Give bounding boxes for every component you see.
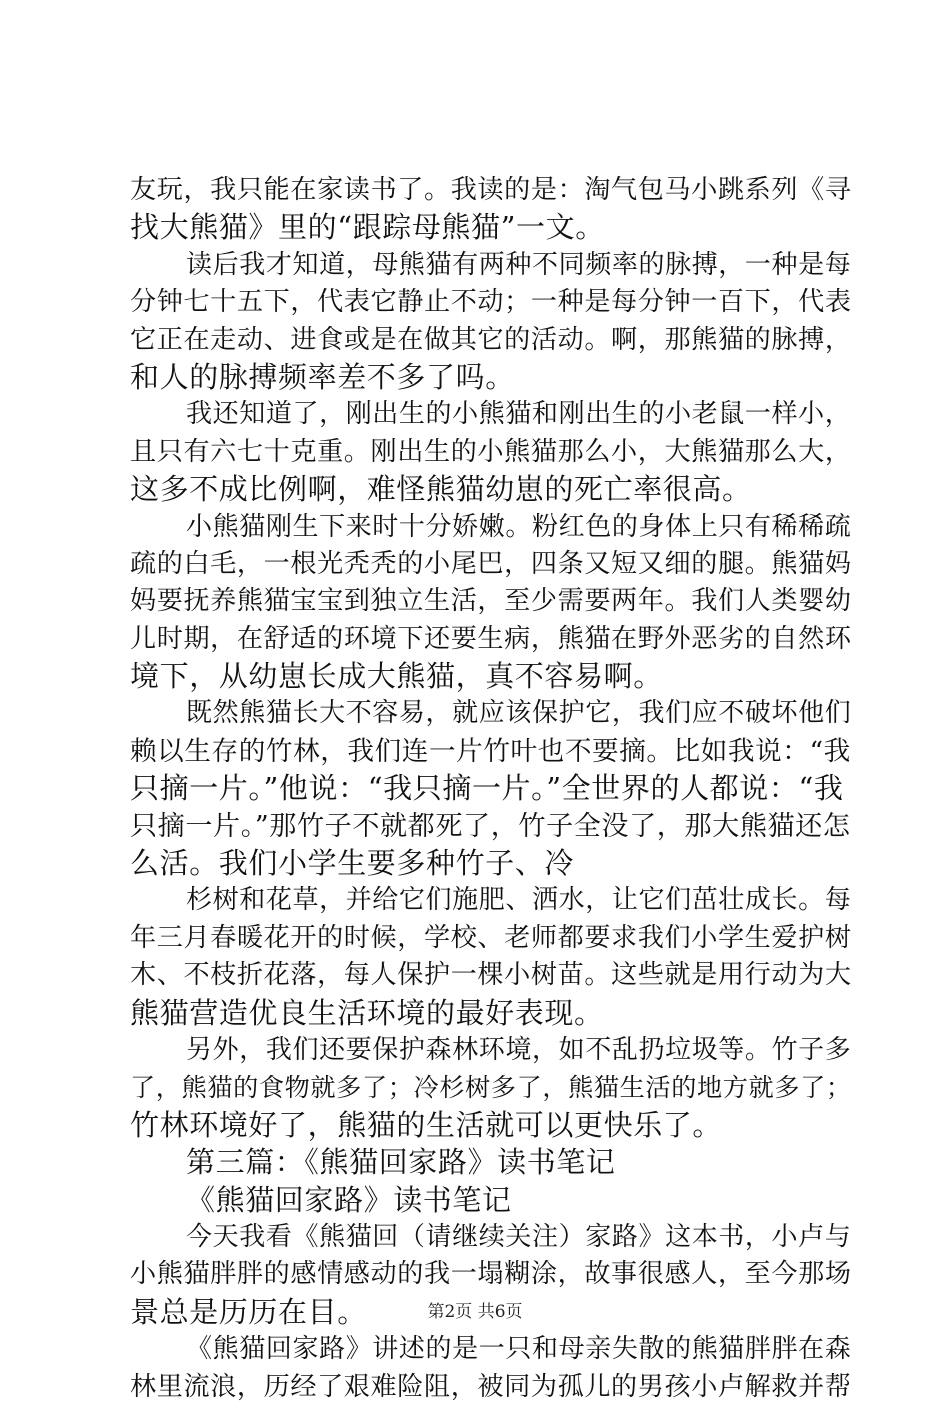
page-footer: 第2页 共6页 <box>427 1302 523 1322</box>
text-line: 友玩，我只能在家读书了。我读的是：淘气包马小跳系列《寻 <box>130 175 852 205</box>
text-line: 《熊猫回家路》讲述的是一只和母亲失散的熊猫胖胖在森 <box>186 1334 852 1365</box>
text-line: 么活。我们小学生要多种竹子、冷 <box>130 846 575 881</box>
text-line: 妈要抚养熊猫宝宝到独立生活，至少需要两年。我们人类婴幼 <box>130 586 852 617</box>
body-text <box>130 172 850 1406</box>
text-line: 赖以生存的竹林，我们连一片竹叶也不要摘。比如我说：“我 <box>130 735 851 767</box>
text-line: 只摘一片。”他说：“我只摘一片。”全世界的人都说：“我 <box>130 771 844 806</box>
text-line: 杉树和花草，并给它们施肥、洒水，让它们茁壮成长。每 <box>186 885 852 916</box>
text-line: 儿时期，在舒适的环境下还要生病，熊猫在野外恶劣的自然环 <box>130 623 852 654</box>
text-line: 分钟七十五下，代表它静止不动；一种是每分钟一百下，代表 <box>130 287 852 318</box>
text-line: 小熊猫刚生下来时十分娇嫩。粉红色的身体上只有稀稀疏 <box>186 511 852 542</box>
text-line: 景总是历历在目。 <box>130 1294 367 1329</box>
text-line: 竹林环境好了，熊猫的生活就可以更快乐了。 <box>130 1107 723 1142</box>
text-line: 《熊猫回家路》读书笔记 <box>186 1182 512 1217</box>
text-line: 今天我看《熊猫回（请继续关注）家路》这本书，小卢与 <box>186 1221 852 1252</box>
text-line: 我还知道了，刚出生的小熊猫和刚出生的小老鼠一样小， <box>186 399 852 430</box>
text-line: 第三篇：《熊猫回家路》读书笔记 <box>186 1145 616 1180</box>
text-line: 且只有六七十克重。刚出生的小熊猫那么小，大熊猫那么大， <box>130 436 852 467</box>
text-line: 熊猫营造优良生活环境的最好表现。 <box>130 995 604 1030</box>
text-line: 这多不成比例啊，难怪熊猫幼崽的死亡率很高。 <box>130 472 752 507</box>
text-line: 年三月春暖花开的时候，学校、老师都要求我们小学生爱护树 <box>130 922 852 953</box>
text-line: 疏的白毛，一根光秃秃的小尾巴，四条又短又细的腿。熊猫妈 <box>130 548 852 579</box>
text-line: 了，熊猫的食物就多了；冷杉树多了，熊猫生活的地方就多了； <box>130 1073 852 1103</box>
text-line: 小熊猫胖胖的感情感动的我一塌糊涂，故事很感人，至今那场 <box>130 1259 852 1290</box>
text-line: 林里流浪，历经了艰难险阻，被同为孤儿的男孩小卢解救并帮 <box>130 1371 852 1402</box>
text-line: 只摘一片。”那竹子不就都死了，竹子全没了，那大熊猫还怎 <box>130 810 851 842</box>
text-line: 既然熊猫长大不容易，就应该保护它，我们应不破坏他们 <box>186 698 852 729</box>
text-line: 读后我才知道，母熊猫有两种不同频率的脉搏，一种是每 <box>186 249 852 280</box>
text-line: 和人的脉搏频率差不多了吗。 <box>130 359 515 394</box>
text-line: 境下，从幼崽长成大熊猫，真不容易啊。 <box>130 659 663 694</box>
text-line: 另外，我们还要保护森林环境，如不乱扔垃圾等。竹子多 <box>186 1034 852 1065</box>
text-line: 木、不枝折花落，每人保护一棵小树苗。这些就是用行动为大 <box>130 960 852 991</box>
text-line: 找大熊猫》里的“跟踪母熊猫”一文。 <box>130 210 605 245</box>
text-line: 它正在走动、进食或是在做其它的活动。啊，那熊猫的脉搏， <box>130 324 852 355</box>
